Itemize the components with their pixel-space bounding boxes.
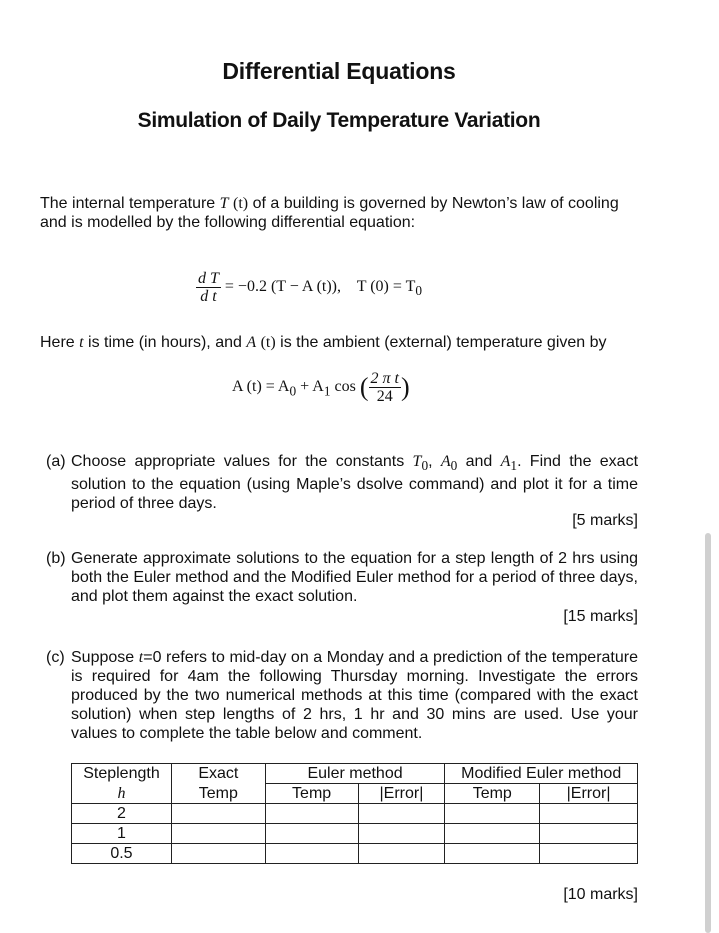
part-a-text-2: . Find the exact solution to the equation (using Maple’s dsolve command) and plot it for a time period of three days. (71, 453, 639, 513)
table-cell (265, 824, 358, 844)
table-header-row-2 (72, 784, 638, 804)
document-title: Differential Equations (222, 58, 456, 84)
here-text-mid: is time (in hours), and (88, 334, 242, 351)
table-cell (171, 804, 265, 824)
table-cell (265, 804, 358, 824)
part-a-A0-subscript: 0 (450, 458, 458, 474)
table-header-row-1 (72, 764, 638, 784)
table-cell (358, 804, 445, 824)
table-cell (358, 824, 445, 844)
part-c-text-1: Suppose (71, 649, 135, 666)
part-b-marks: [15 marks] (563, 608, 638, 625)
equation-rhs: = −0.2 (T − A (t)), (224, 278, 342, 296)
part-a-T-symbol: T (412, 453, 422, 470)
derivative-fraction (196, 270, 221, 305)
cos-argument-denominator: 24 (376, 388, 393, 405)
part-a-sep: , (428, 453, 441, 470)
ambient-a0-subscript: 0 (289, 383, 297, 399)
here-A-symbol: A (246, 334, 257, 351)
header-modified-error: |Error| (540, 784, 638, 804)
header-euler-method: Euler method (265, 764, 445, 784)
table-row (72, 824, 638, 844)
part-a-label: (a) (46, 453, 66, 470)
part-a-marks: [5 marks] (572, 512, 638, 529)
initial-condition-text: T (0) = T (356, 278, 416, 296)
cos-argument-fraction (369, 370, 401, 405)
table-row (72, 844, 638, 864)
ambient-lhs: A (t) = A (232, 378, 290, 396)
part-c-t-symbol: t (138, 649, 144, 666)
header-euler-temp: Temp (265, 784, 358, 804)
scrollbar[interactable] (705, 533, 711, 933)
ambient-equation (232, 370, 410, 405)
header-exact-temp: Temp (171, 784, 265, 804)
here-text-after: is the ambient (external) temperature given by (280, 334, 607, 351)
header-exact: Exact (171, 764, 265, 784)
part-a-text (71, 452, 638, 513)
part-a-and: and (457, 453, 501, 470)
header-euler-error: |Error| (358, 784, 445, 804)
intro-paragraph (40, 194, 620, 232)
table-cell (445, 804, 540, 824)
steplength-cell: 2 (72, 804, 172, 824)
initial-condition (356, 278, 423, 299)
part-a-A1-subscript: 1 (510, 458, 518, 474)
cos-argument-numerator: 2 π t (370, 370, 399, 387)
part-c-marks: [10 marks] (563, 886, 638, 903)
part-c-text-2: =0 refers to mid-day on a Monday and a prediction of the temperature is required for 4am the following Thursday morning. Investigate the errors produced by the two numerical methods at this time (compared with the exact solution) when step lengths of 2 hrs, 1 hr and 30 mins are used. Use your values to complete the table below and comment. (71, 649, 639, 742)
header-modified-temp: Temp (445, 784, 540, 804)
here-t-symbol: t (79, 334, 84, 351)
derivative-denominator: d t (200, 288, 217, 305)
ambient-a1-subscript: 1 (323, 383, 331, 399)
ambient-cos: cos (330, 378, 356, 396)
part-a-text-1: Choose appropriate values for the constants (71, 453, 405, 470)
differential-equation (196, 270, 422, 305)
table-cell (540, 804, 638, 824)
left-paren: ( (359, 372, 369, 402)
table-row (72, 804, 638, 824)
table-cell (171, 824, 265, 844)
initial-condition-subscript: 0 (415, 283, 423, 299)
table-cell (540, 824, 638, 844)
right-paren: ) (400, 372, 410, 402)
part-a-A0-symbol: A (440, 453, 451, 470)
table-cell (540, 844, 638, 864)
header-h: h (72, 784, 172, 804)
document-subtitle: Simulation of Daily Temperature Variation (137, 109, 541, 132)
ambient-description (40, 333, 645, 352)
part-a-A1-symbol: A (500, 453, 511, 470)
table-cell (445, 824, 540, 844)
part-b-text: Generate approximate solutions to the equation for a step length of 2 hrs using both the Euler method and the Modified Euler method for a period of three days, and plot them against the exact solution. (71, 550, 638, 605)
table-cell (171, 844, 265, 864)
intro-t-argument: (t) (233, 195, 249, 212)
header-steplength: Steplength (72, 764, 172, 784)
table-cell (445, 844, 540, 864)
table-cell (265, 844, 358, 864)
steplength-cell: 1 (72, 824, 172, 844)
part-c-label: (c) (46, 649, 65, 666)
part-b-label: (b) (46, 550, 66, 567)
intro-T-symbol: T (219, 195, 229, 212)
intro-text-after: of a building is governed by Newton’s law of cooling and is modelled by the following differential equation: (40, 195, 619, 231)
here-t-argument: (t) (260, 334, 276, 351)
derivative-numerator: d T (198, 270, 219, 287)
part-c-text (71, 648, 638, 743)
ambient-plus: + A (296, 378, 324, 396)
intro-text-before: The internal temperature (40, 195, 216, 212)
steplength-cell: 0.5 (72, 844, 172, 864)
here-text-before: Here (40, 334, 75, 351)
header-modified-euler-method: Modified Euler method (445, 764, 638, 784)
results-table (71, 763, 638, 864)
table-cell (358, 844, 445, 864)
part-a-T-subscript: 0 (421, 458, 429, 474)
